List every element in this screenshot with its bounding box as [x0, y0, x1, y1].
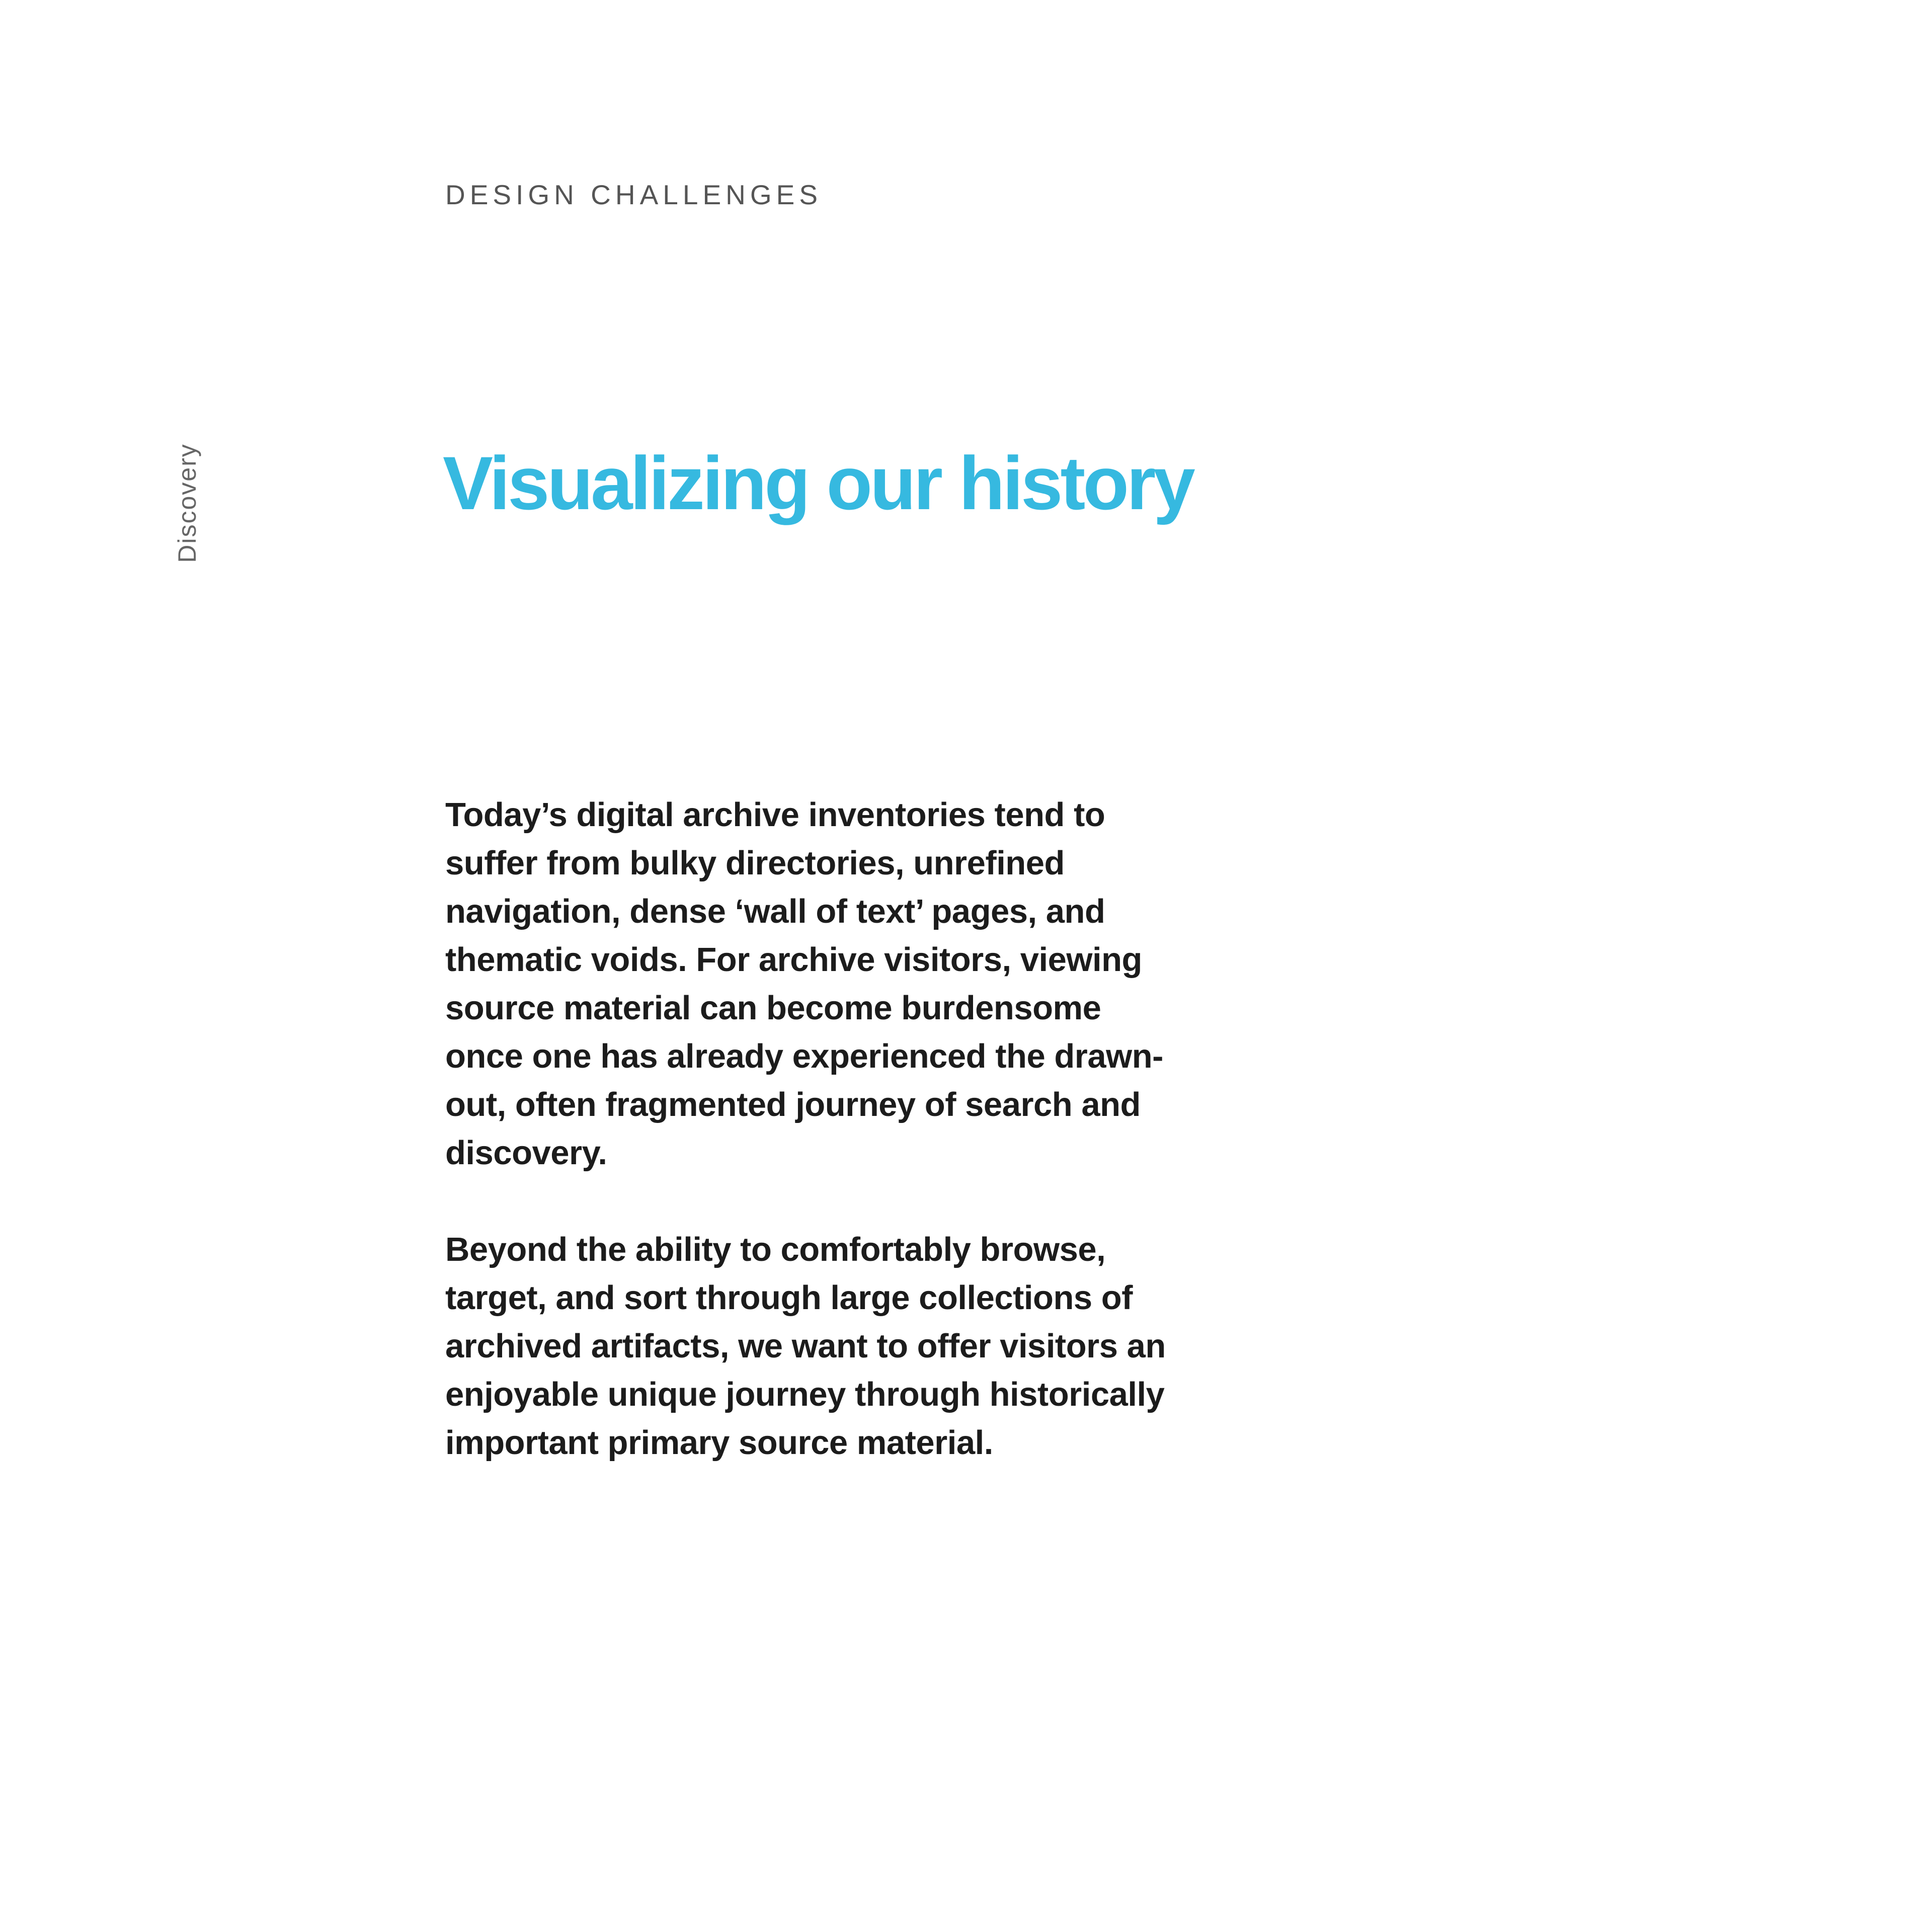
body-paragraph-2: Beyond the ability to comfortably browse, target, and sort through large collections of archived artifacts, we want to offer visitors an enjoyable unique journey through historically important primary source material.: [445, 1231, 1166, 1462]
body-content: [445, 791, 1175, 1467]
section-label: DESIGN CHALLENGES: [445, 179, 823, 210]
body-paragraph-1: Today’s digital archive inventories tend to suffer from bulky directories, unrefined navigation, dense ‘wall of text’ pages, and thematic voids. For archive visitors, viewing source material can become burdensome once one has already experienced the drawn-out, often fragmented journey of search and discovery.: [445, 796, 1163, 1172]
side-section-label: Discovery: [173, 443, 201, 563]
page-title: Visualizing our history: [443, 441, 1193, 525]
